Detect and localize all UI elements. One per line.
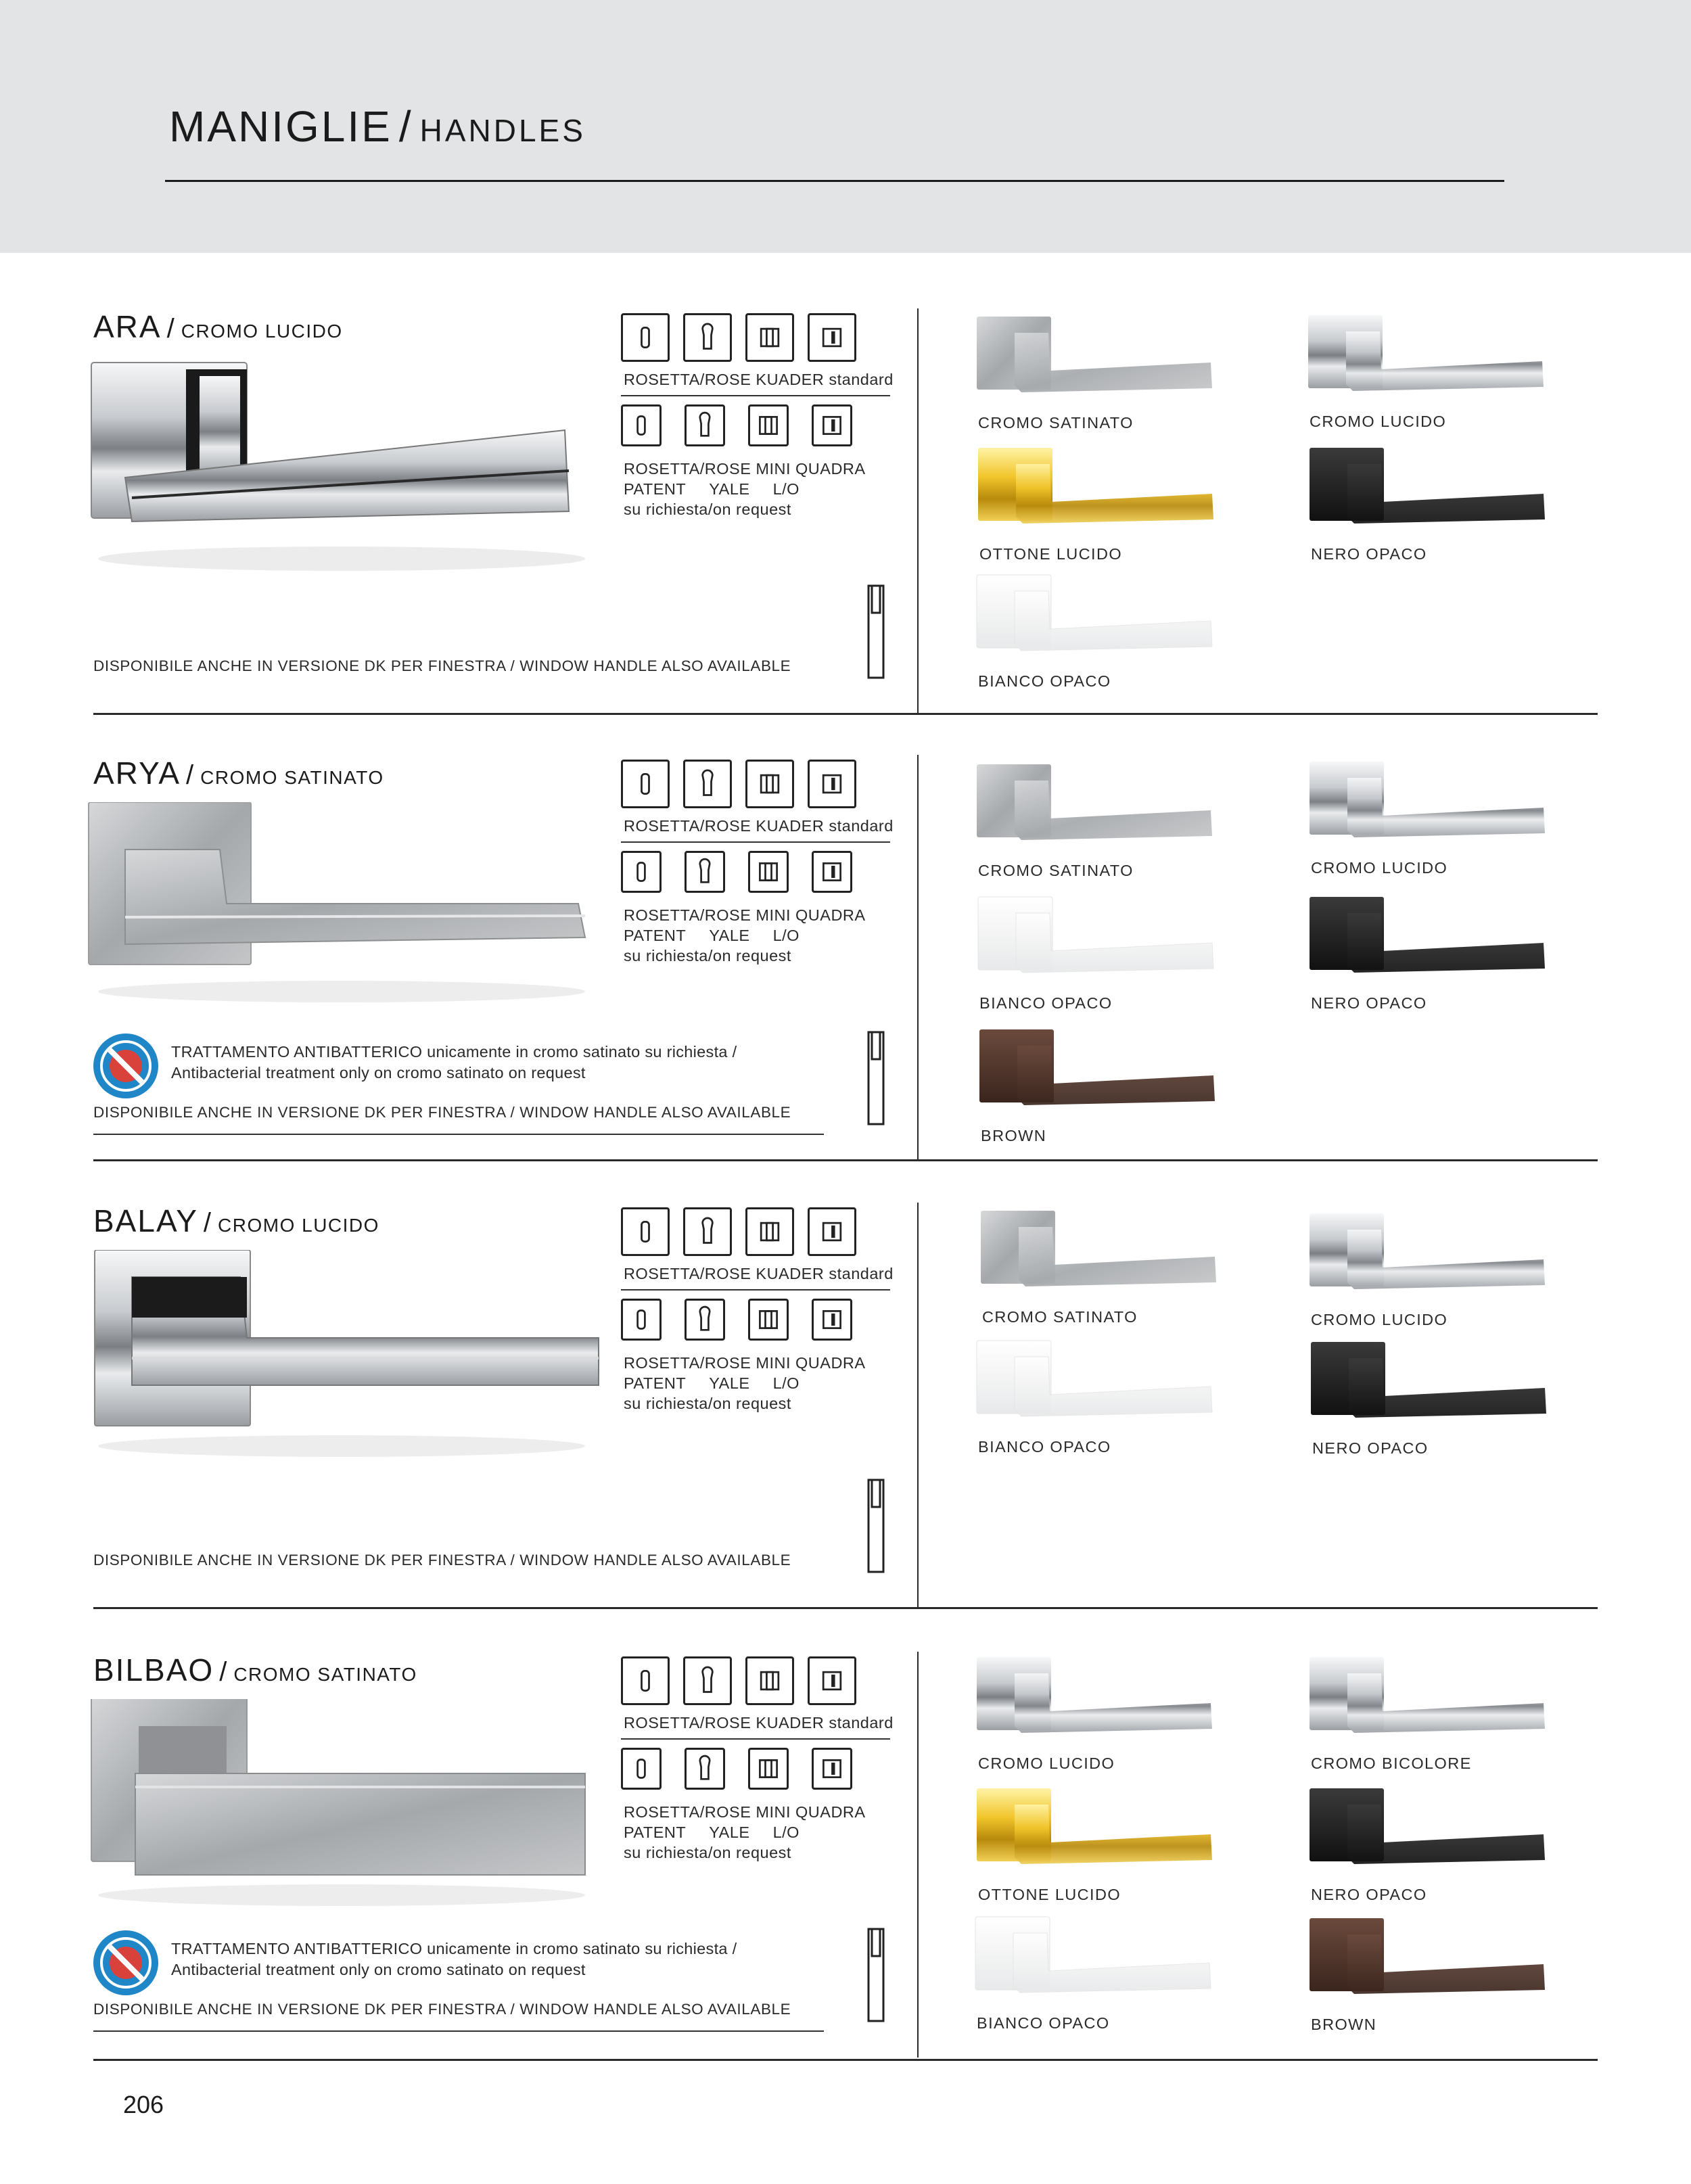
finish-swatch bbox=[975, 893, 1259, 1011]
rose-standard-label: ROSETTA/ROSE KUADER standard bbox=[624, 1714, 894, 1732]
rose-mini-label: ROSETTA/ROSE MINI QUADRA bbox=[624, 460, 866, 478]
rose-mini-icons bbox=[621, 1748, 852, 1790]
yale-cylinder-icon bbox=[685, 1299, 725, 1341]
hero-handle-image bbox=[85, 1699, 605, 1922]
finish-swatch bbox=[1308, 1338, 1592, 1456]
rose-divider bbox=[621, 1289, 890, 1291]
finish-handle-image bbox=[974, 1653, 1218, 1755]
section-divider bbox=[93, 1159, 1598, 1161]
product-name: BALAY bbox=[93, 1203, 198, 1238]
patent-key-icon bbox=[621, 851, 662, 893]
page-title-separator: / bbox=[398, 102, 413, 151]
patent-key-icon bbox=[621, 1207, 670, 1256]
finish-handle-image bbox=[974, 1784, 1218, 1886]
antibacterial-line2: Antibacterial treatment only on cromo satinato on request bbox=[171, 1064, 586, 1082]
finish-label: CROMO LUCIDO bbox=[1310, 413, 1447, 430]
finish-handle-image bbox=[1307, 444, 1550, 545]
antibacterial-note bbox=[171, 1938, 737, 1980]
lo-privacy-icon bbox=[748, 1299, 789, 1341]
code-patent: PATENT bbox=[624, 480, 687, 498]
dk-divider bbox=[93, 1134, 824, 1135]
on-request-note: su richiesta/on request bbox=[624, 501, 791, 518]
finish-swatch bbox=[974, 1784, 1258, 1903]
finish-label: CROMO LUCIDO bbox=[1311, 1311, 1448, 1328]
code-yale: YALE bbox=[709, 927, 750, 944]
antibacterial-line1: TRATTAMENTO ANTIBATTERICO unicamente in cromo satinato su richiesta / bbox=[171, 1940, 737, 1957]
lo-privacy-icon bbox=[745, 313, 794, 362]
lock-codes bbox=[624, 479, 866, 499]
finish-handle-image bbox=[1307, 1914, 1550, 2016]
finish-swatch bbox=[1307, 758, 1591, 876]
finish-swatch bbox=[1307, 444, 1591, 562]
dk-note: DISPONIBILE ANCHE IN VERSIONE DK PER FINESTRA / WINDOW HANDLE ALSO AVAILABLE bbox=[93, 2001, 791, 2018]
lo-turn-icon bbox=[812, 1299, 852, 1341]
column-divider bbox=[917, 1203, 919, 1608]
finish-handle-image bbox=[978, 1207, 1222, 1308]
finish-label: BIANCO OPACO bbox=[977, 2014, 1110, 2032]
column-divider bbox=[917, 755, 919, 1161]
code-yale: YALE bbox=[709, 480, 750, 498]
product-finish: CROMO SATINATO bbox=[200, 767, 384, 788]
dk-note: DISPONIBILE ANCHE IN VERSIONE DK PER FINESTRA / WINDOW HANDLE ALSO AVAILABLE bbox=[93, 1104, 791, 1121]
lo-privacy-icon bbox=[745, 1656, 794, 1705]
product-section-arya bbox=[0, 755, 1691, 1203]
product-finish: CROMO SATINATO bbox=[233, 1664, 417, 1685]
code-lo: L/O bbox=[772, 927, 800, 944]
code-yale: YALE bbox=[709, 1374, 750, 1392]
rose-standard-icons bbox=[621, 760, 856, 808]
finish-swatch bbox=[977, 1025, 1261, 1144]
product-title bbox=[93, 755, 384, 791]
finish-handle-image bbox=[1307, 1784, 1550, 1886]
finish-handle-image bbox=[1307, 1653, 1550, 1755]
patent-key-icon bbox=[621, 1748, 662, 1790]
finish-label: CROMO LUCIDO bbox=[1311, 859, 1448, 877]
lo-turn-icon bbox=[808, 1656, 856, 1705]
title-separator: / bbox=[203, 1208, 213, 1238]
rose-mini-spec bbox=[624, 1353, 866, 1414]
product-section-balay bbox=[0, 1203, 1691, 1650]
page-number: 206 bbox=[123, 2091, 164, 2118]
code-patent: PATENT bbox=[624, 1374, 687, 1392]
hero-handle-image bbox=[85, 1250, 605, 1473]
lo-turn-icon bbox=[808, 1207, 856, 1256]
patent-key-icon bbox=[621, 404, 662, 446]
finish-handle-image bbox=[977, 1025, 1220, 1127]
code-patent: PATENT bbox=[624, 1823, 687, 1841]
finish-swatch bbox=[974, 760, 1258, 879]
finish-swatch bbox=[974, 312, 1258, 431]
lock-codes bbox=[624, 1373, 866, 1393]
product-section-ara bbox=[0, 308, 1691, 756]
window-handle-icon bbox=[867, 1928, 885, 2022]
finish-swatch bbox=[974, 1337, 1258, 1455]
rose-mini-icons bbox=[621, 851, 852, 893]
lo-privacy-icon bbox=[748, 1748, 789, 1790]
on-request-note: su richiesta/on request bbox=[624, 1844, 791, 1861]
finish-swatch bbox=[974, 1653, 1258, 1771]
title-separator: / bbox=[219, 1657, 229, 1687]
antibacterial-line2: Antibacterial treatment only on cromo satinato on request bbox=[171, 1961, 586, 1978]
rose-standard-icons bbox=[621, 1656, 856, 1705]
lock-codes bbox=[624, 1822, 866, 1842]
rose-mini-spec bbox=[624, 1802, 866, 1863]
product-title bbox=[93, 1203, 379, 1239]
finish-label: BIANCO OPACO bbox=[978, 1438, 1111, 1456]
rose-mini-icons bbox=[621, 404, 852, 446]
lo-turn-icon bbox=[812, 1748, 852, 1790]
finish-handle-image bbox=[1308, 1338, 1552, 1439]
yale-cylinder-icon bbox=[683, 1207, 732, 1256]
yale-cylinder-icon bbox=[683, 760, 732, 808]
rose-standard-icons bbox=[621, 313, 856, 362]
yale-cylinder-icon bbox=[685, 1748, 725, 1790]
finish-label: BIANCO OPACO bbox=[978, 672, 1111, 690]
section-divider bbox=[93, 2059, 1598, 2061]
antibacterial-badge-icon bbox=[92, 1929, 160, 1997]
page-title bbox=[169, 101, 586, 152]
hero-handle-image bbox=[85, 802, 605, 1025]
finish-label: BIANCO OPACO bbox=[979, 994, 1113, 1012]
finish-swatch bbox=[1307, 1914, 1591, 2032]
dk-divider bbox=[93, 2030, 824, 2032]
patent-key-icon bbox=[621, 313, 670, 362]
finish-label: NERO OPACO bbox=[1312, 1439, 1429, 1457]
column-divider bbox=[917, 1652, 919, 2058]
finish-handle-image bbox=[973, 1913, 1216, 2014]
finish-label: BROWN bbox=[1311, 2016, 1377, 2033]
lo-privacy-icon bbox=[748, 851, 789, 893]
product-name: ARYA bbox=[93, 756, 181, 791]
finish-label: NERO OPACO bbox=[1311, 545, 1427, 563]
product-section-bilbao bbox=[0, 1652, 1691, 2099]
finish-handle-image bbox=[1307, 758, 1550, 859]
lo-turn-icon bbox=[808, 760, 856, 808]
lo-turn-icon bbox=[812, 851, 852, 893]
code-patent: PATENT bbox=[624, 927, 687, 944]
finish-label: BROWN bbox=[981, 1127, 1047, 1144]
finish-label: OTTONE LUCIDO bbox=[978, 1886, 1121, 1903]
rose-mini-icons bbox=[621, 1299, 852, 1341]
finish-swatch bbox=[974, 571, 1258, 689]
code-lo: L/O bbox=[772, 480, 800, 498]
antibacterial-note bbox=[171, 1042, 737, 1084]
rose-mini-label: ROSETTA/ROSE MINI QUADRA bbox=[624, 1354, 866, 1372]
code-yale: YALE bbox=[709, 1823, 750, 1841]
section-divider bbox=[93, 713, 1598, 715]
product-name: ARA bbox=[93, 309, 162, 344]
finish-swatch bbox=[1307, 893, 1591, 1011]
finish-handle-image bbox=[974, 312, 1218, 414]
rose-divider bbox=[621, 395, 890, 396]
finish-swatch bbox=[1307, 1209, 1591, 1328]
finish-swatch bbox=[1307, 1653, 1591, 1771]
antibacterial-line1: TRATTAMENTO ANTIBATTERICO unicamente in cromo satinato su richiesta / bbox=[171, 1043, 737, 1061]
finish-handle-image bbox=[974, 571, 1218, 672]
product-title bbox=[93, 308, 343, 345]
rose-mini-spec bbox=[624, 459, 866, 519]
finish-label: CROMO SATINATO bbox=[978, 414, 1134, 432]
lo-turn-icon bbox=[812, 404, 852, 446]
rose-standard-label: ROSETTA/ROSE KUADER standard bbox=[624, 817, 894, 835]
rose-standard-label: ROSETTA/ROSE KUADER standard bbox=[624, 1265, 894, 1282]
finish-swatch bbox=[1305, 311, 1590, 429]
patent-key-icon bbox=[621, 1656, 670, 1705]
code-lo: L/O bbox=[772, 1823, 800, 1841]
finish-label: CROMO LUCIDO bbox=[978, 1755, 1115, 1772]
finish-swatch bbox=[975, 444, 1259, 562]
yale-cylinder-icon bbox=[685, 404, 725, 446]
finish-handle-image bbox=[1307, 893, 1550, 994]
finish-label: CROMO SATINATO bbox=[982, 1308, 1138, 1326]
title-separator: / bbox=[186, 760, 195, 790]
lock-codes bbox=[624, 925, 866, 946]
on-request-note: su richiesta/on request bbox=[624, 947, 791, 965]
code-lo: L/O bbox=[772, 1374, 800, 1392]
finish-swatch bbox=[978, 1207, 1262, 1325]
product-title bbox=[93, 1652, 417, 1688]
finish-handle-image bbox=[975, 893, 1219, 994]
yale-cylinder-icon bbox=[683, 313, 732, 362]
finish-label: NERO OPACO bbox=[1311, 994, 1427, 1012]
on-request-note: su richiesta/on request bbox=[624, 1395, 791, 1412]
patent-key-icon bbox=[621, 760, 670, 808]
antibacterial-badge-icon bbox=[92, 1032, 160, 1100]
yale-cylinder-icon bbox=[685, 851, 725, 893]
product-name: BILBAO bbox=[93, 1652, 214, 1688]
finish-handle-image bbox=[974, 760, 1218, 862]
dk-note: DISPONIBILE ANCHE IN VERSIONE DK PER FINESTRA / WINDOW HANDLE ALSO AVAILABLE bbox=[93, 657, 791, 674]
title-separator: / bbox=[166, 314, 176, 344]
finish-handle-image bbox=[974, 1337, 1218, 1438]
patent-key-icon bbox=[621, 1299, 662, 1341]
rose-standard-icons bbox=[621, 1207, 856, 1256]
yale-cylinder-icon bbox=[683, 1656, 732, 1705]
finish-swatch bbox=[1307, 1784, 1591, 1903]
column-divider bbox=[917, 308, 919, 714]
page-title-subtitle: HANDLES bbox=[419, 113, 586, 148]
dk-note: DISPONIBILE ANCHE IN VERSIONE DK PER FINESTRA / WINDOW HANDLE ALSO AVAILABLE bbox=[93, 1552, 791, 1569]
lo-privacy-icon bbox=[745, 760, 794, 808]
lo-privacy-icon bbox=[748, 404, 789, 446]
lo-privacy-icon bbox=[745, 1207, 794, 1256]
finish-handle-image bbox=[1305, 311, 1549, 413]
finish-handle-image bbox=[1307, 1209, 1550, 1311]
header-rule bbox=[165, 180, 1504, 182]
section-divider bbox=[93, 1607, 1598, 1609]
finish-handle-image bbox=[975, 444, 1219, 545]
finish-label: NERO OPACO bbox=[1311, 1886, 1427, 1903]
finish-label: CROMO BICOLORE bbox=[1311, 1755, 1472, 1772]
window-handle-icon bbox=[867, 1479, 885, 1573]
rose-mini-label: ROSETTA/ROSE MINI QUADRA bbox=[624, 1803, 866, 1821]
rose-divider bbox=[621, 1738, 890, 1740]
rose-divider bbox=[621, 841, 890, 843]
rose-mini-label: ROSETTA/ROSE MINI QUADRA bbox=[624, 906, 866, 924]
rose-mini-spec bbox=[624, 905, 866, 966]
hero-handle-image bbox=[85, 356, 605, 579]
finish-label: CROMO SATINATO bbox=[978, 862, 1134, 879]
window-handle-icon bbox=[867, 584, 885, 679]
rose-standard-label: ROSETTA/ROSE KUADER standard bbox=[624, 371, 894, 388]
product-finish: CROMO LUCIDO bbox=[181, 321, 343, 342]
page-title-main: MANIGLIE bbox=[169, 102, 392, 151]
window-handle-icon bbox=[867, 1031, 885, 1125]
finish-swatch bbox=[973, 1913, 1257, 2031]
lo-turn-icon bbox=[808, 313, 856, 362]
product-finish: CROMO LUCIDO bbox=[218, 1215, 379, 1236]
finish-label: OTTONE LUCIDO bbox=[979, 545, 1123, 563]
